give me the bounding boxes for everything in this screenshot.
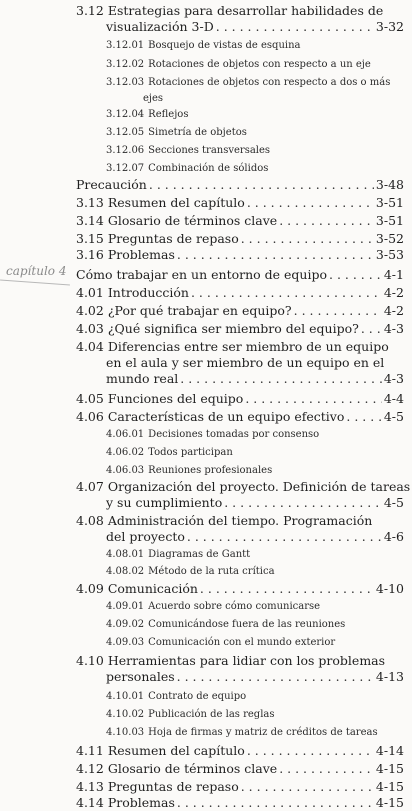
toc-subentry: [106, 688, 404, 705]
section-title: Funciones del equipo: [107, 391, 244, 406]
section-title: Hoja de firmas y matriz de créditos de tareas: [148, 727, 378, 738]
section-number: 3.14: [76, 213, 104, 228]
toc-subentry: [106, 74, 404, 91]
page-number: 4-15: [375, 795, 404, 810]
toc-entry: [76, 408, 404, 425]
section-number: 4.12: [76, 761, 104, 776]
section-number: 4.13: [76, 779, 104, 794]
toc-entry: [76, 320, 404, 337]
section-number: 4.09.01: [106, 601, 145, 612]
dot-leader: [149, 176, 374, 193]
section-title: Método de la ruta crítica: [148, 566, 275, 577]
toc-entry: [76, 794, 404, 811]
page-number: 4-13: [375, 669, 404, 684]
section-title: Precaución: [76, 177, 147, 192]
toc-entry: [106, 668, 404, 685]
toc-entry: [106, 494, 404, 511]
page-number: 4-10: [375, 581, 404, 596]
section-number: 4.07: [76, 479, 104, 494]
toc-subentry: [106, 124, 404, 141]
dot-leader: [191, 284, 382, 301]
toc-entry: [76, 302, 404, 319]
toc-entry: [76, 760, 404, 777]
section-title: Preguntas de repaso: [107, 231, 239, 246]
dot-leader: [241, 778, 374, 795]
section-title: Herramientas para lidiar con los problemas: [107, 653, 386, 668]
page-number: 4-5: [383, 495, 404, 510]
section-title: Problemas: [107, 795, 175, 810]
section-title: ejes: [143, 93, 164, 104]
section-number: 4.01: [76, 285, 104, 300]
section-title: Organización del proyecto. Definición de tareas: [107, 479, 411, 494]
section-title: personales: [106, 669, 175, 684]
section-number: 3.12.07: [106, 163, 145, 174]
section-number: 4.10: [76, 653, 104, 668]
dot-leader: [224, 494, 382, 511]
section-number: 4.14: [76, 795, 104, 810]
page-number: 3-51: [375, 213, 404, 228]
section-title: Comunicación: [107, 581, 198, 596]
toc-subentry: [106, 426, 404, 443]
section-title: Diferencias entre ser miembro de un equipo: [107, 339, 389, 354]
section-number: 3.12.03: [106, 77, 145, 88]
toc-subentry: [106, 37, 404, 54]
toc-subentry: [106, 546, 404, 563]
toc-subentry: [106, 598, 404, 615]
dot-leader: [294, 302, 382, 319]
page-number: 4-4: [383, 391, 404, 406]
section-title: Contrato de equipo: [148, 691, 247, 702]
section-title: Publicación de las reglas: [148, 709, 275, 720]
section-number: 4.04: [76, 339, 104, 354]
section-number: 3.16: [76, 247, 104, 262]
toc-entry: [76, 194, 404, 211]
page-number: 4-1: [383, 267, 404, 282]
toc-subentry: [143, 90, 404, 107]
toc-entry: [76, 212, 404, 229]
page-number: 4-14: [375, 743, 404, 758]
section-number: 3.13: [76, 195, 104, 210]
section-title: Decisiones tomadas por consenso: [148, 429, 320, 440]
section-title: Resumen del capítulo: [107, 743, 245, 758]
section-title: ¿Por qué trabajar en equipo?: [107, 303, 292, 318]
section-number: 4.06: [76, 409, 104, 424]
toc-subentry: [106, 634, 404, 651]
section-title: Simetría de objetos: [148, 127, 247, 138]
section-number: 4.02: [76, 303, 104, 318]
toc-subentry: [106, 706, 404, 723]
section-number: 4.06.01: [106, 429, 145, 440]
section-title: Rotaciones de objetos con respecto a dos o más: [148, 77, 391, 88]
toc-subentry: [106, 724, 404, 741]
section-number: 3.12.05: [106, 127, 145, 138]
dot-leader: [247, 194, 374, 211]
toc-entry: [76, 742, 404, 759]
section-title: y su cumplimiento: [106, 495, 223, 510]
section-title: Cómo trabajar en un entorno de equipo: [76, 267, 327, 282]
toc-entry: [76, 390, 404, 407]
toc-entry: [76, 338, 404, 355]
section-number: 4.09.02: [106, 619, 145, 630]
section-title: Introducción: [107, 285, 189, 300]
section-title: Reuniones profesionales: [148, 465, 273, 476]
section-title: del proyecto: [106, 529, 185, 544]
toc-entry: [76, 230, 404, 247]
toc-entry: [76, 478, 411, 495]
page-number: 3-51: [375, 195, 404, 210]
toc-entry: [106, 528, 404, 545]
section-title: Glosario de términos clave: [107, 761, 278, 776]
toc-entry: [76, 266, 404, 283]
dot-leader: [216, 18, 374, 35]
section-title: Comunicándose fuera de las reuniones: [148, 619, 346, 630]
section-title: mundo real: [106, 371, 179, 386]
section-title: Comunicación con el mundo exterior: [148, 637, 336, 648]
page-number: 3-48: [375, 177, 404, 192]
toc-subentry: [106, 142, 404, 159]
section-number: 4.08.01: [106, 549, 145, 560]
page-number: 4-3: [383, 371, 404, 386]
section-title: ¿Qué significa ser miembro del equipo?: [107, 321, 359, 336]
section-title: Acuerdo sobre cómo comunicarse: [148, 601, 321, 612]
section-number: 4.10.01: [106, 691, 145, 702]
page-number: 4-15: [375, 761, 404, 776]
dot-leader: [346, 408, 381, 425]
page-number: 4-2: [383, 285, 404, 300]
section-title: Rotaciones de objetos con respecto a un eje: [148, 59, 371, 70]
section-title: Todos participan: [148, 447, 233, 458]
section-number: 4.05: [76, 391, 104, 406]
toc-subentry: [106, 563, 404, 580]
page-number: 4-15: [375, 779, 404, 794]
toc-subentry: [106, 462, 404, 479]
toc-entry: [76, 2, 404, 19]
toc-subentry: [106, 160, 404, 177]
page-number: 4-3: [383, 321, 404, 336]
dot-leader: [180, 370, 382, 387]
section-title: Secciones transversales: [148, 145, 271, 156]
section-number: 4.09.03: [106, 637, 145, 648]
page-number: 3-52: [375, 231, 404, 246]
section-number: 3.12.04: [106, 109, 145, 120]
section-title: Administración del tiempo. Programación: [107, 513, 373, 528]
page-number: 4-5: [383, 409, 404, 424]
section-title: Glosario de términos clave: [107, 213, 278, 228]
section-number: 3.12.01: [106, 40, 145, 51]
toc-entry: [76, 580, 404, 597]
page-number: 4-6: [383, 529, 404, 544]
page-number: 3-53: [375, 247, 404, 262]
section-number: 4.10.03: [106, 727, 145, 738]
section-number: 3.12.02: [106, 59, 145, 70]
section-number: 3.15: [76, 231, 104, 246]
section-number: 4.08: [76, 513, 104, 528]
section-title: Estrategias para desarrollar habilidades de: [107, 3, 384, 18]
section-number: 4.09: [76, 581, 104, 596]
section-title: Resumen del capítulo: [107, 195, 245, 210]
toc-entry: [76, 512, 404, 529]
section-number: 4.06.03: [106, 465, 145, 476]
toc-subentry: [106, 616, 404, 633]
page-number: 3-32: [375, 19, 404, 34]
dot-leader: [177, 246, 374, 263]
page-number: 4-2: [383, 303, 404, 318]
section-title: Bosquejo de vistas de esquina: [148, 40, 301, 51]
dot-leader: [247, 742, 374, 759]
dot-leader: [245, 390, 382, 407]
chapter-label: capítulo 4: [6, 264, 67, 278]
section-title: Combinación de sólidos: [148, 163, 269, 174]
section-title: Reflejos: [148, 109, 189, 120]
toc-subentry: [106, 444, 404, 461]
toc-entry: [106, 354, 404, 371]
toc-entry: [76, 176, 404, 193]
section-number: 4.06.02: [106, 447, 145, 458]
toc-entry: [76, 284, 404, 301]
toc-subentry: [106, 106, 404, 123]
section-number: 3.12: [76, 3, 104, 18]
dot-leader: [279, 212, 374, 229]
toc-entry: [76, 246, 404, 263]
dot-leader: [200, 580, 374, 597]
dot-leader: [329, 266, 382, 283]
dot-leader: [177, 794, 374, 811]
toc-entry: [106, 370, 404, 387]
section-title: visualización 3-D: [106, 19, 214, 34]
dot-leader: [361, 320, 382, 337]
section-title: Diagramas de Gantt: [148, 549, 251, 560]
section-title: Características de un equipo efectivo: [107, 409, 345, 424]
dot-leader: [241, 230, 374, 247]
section-number: 4.03: [76, 321, 104, 336]
toc-entry: [106, 18, 404, 35]
toc-subentry: [106, 56, 404, 73]
toc-entry: [76, 652, 404, 669]
dot-leader: [279, 760, 374, 777]
dot-leader: [187, 528, 382, 545]
section-title: Preguntas de repaso: [107, 779, 239, 794]
section-title: en el aula y ser miembro de un equipo en el: [106, 355, 385, 370]
section-number: 3.12.06: [106, 145, 145, 156]
chapter-rule: [0, 280, 70, 286]
section-number: 4.11: [76, 743, 104, 758]
section-number: 4.10.02: [106, 709, 145, 720]
section-number: 4.08.02: [106, 566, 145, 577]
dot-leader: [177, 668, 374, 685]
section-title: Problemas: [107, 247, 175, 262]
toc-entry: [76, 778, 404, 795]
